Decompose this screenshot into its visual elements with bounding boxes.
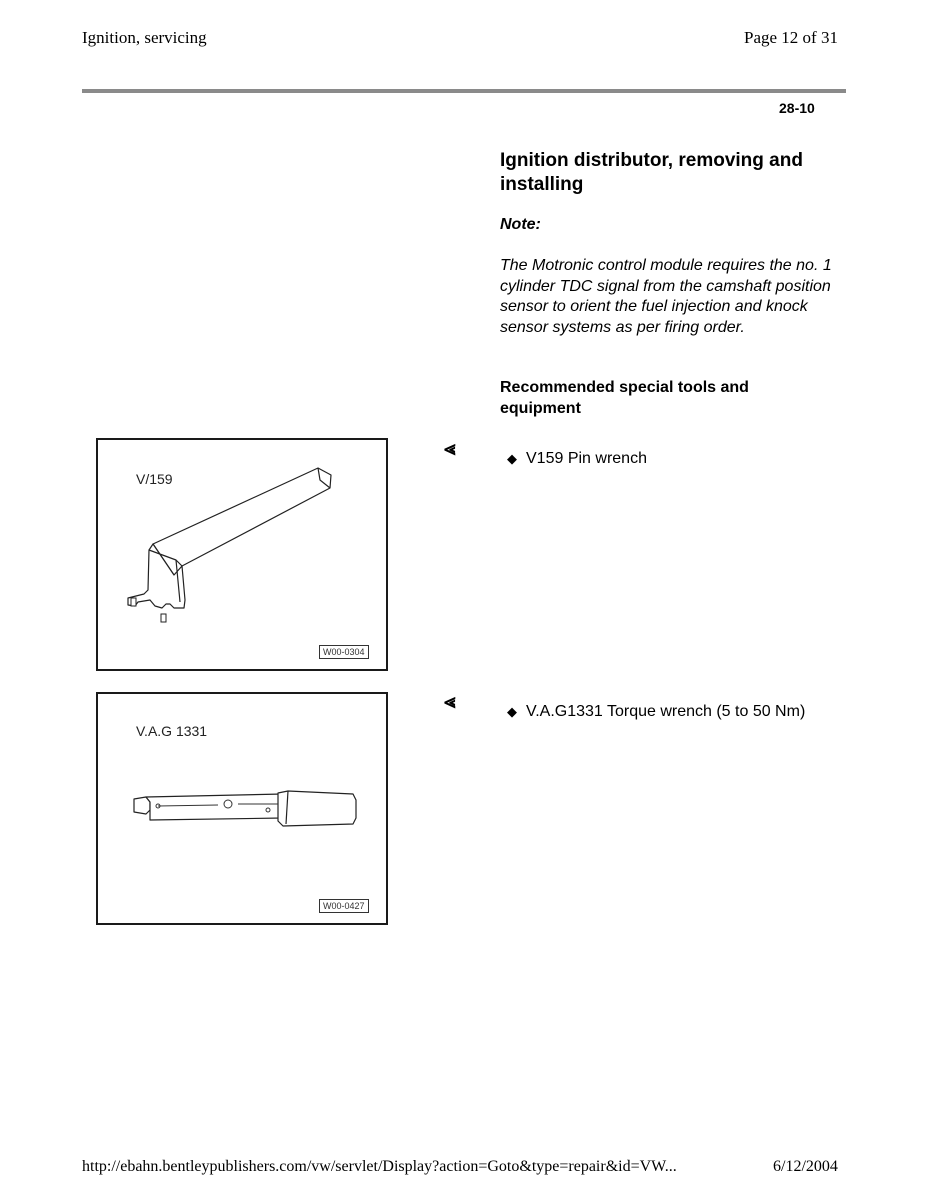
footer-date: 6/12/2004 [773, 1158, 838, 1175]
figure-caption: V/159 [136, 471, 173, 487]
diamond-bullet-icon: ◆ [507, 704, 517, 719]
figure-caption: V.A.G 1331 [136, 723, 208, 739]
footer-url[interactable]: http://ebahn.bentleypublishers.com/vw/servlet/Display?action=Goto&type=repair&id=VW... [82, 1158, 677, 1175]
note-label: Note: [500, 216, 541, 233]
page-number: Page 12 of 31 [744, 28, 838, 47]
page-title: Ignition distributor, removing and installing [500, 150, 803, 195]
list-item [507, 449, 847, 473]
figure-pointer-icon: ⪡ [444, 438, 456, 460]
figure-pin-wrench [96, 438, 388, 671]
list-item-text: V159 Pin wrench [526, 450, 647, 467]
figure-torque-wrench [96, 692, 388, 925]
figure-pointer-icon: ⪡ [444, 691, 456, 713]
section-number: 28-10 [779, 100, 815, 116]
figure-code: W00-0304 [319, 645, 369, 659]
header-divider [82, 89, 846, 93]
list-item-text: V.A.G1331 Torque wrench (5 to 50 Nm) [526, 703, 806, 720]
diamond-bullet-icon: ◆ [507, 451, 517, 466]
header-title: Ignition, servicing [82, 28, 207, 47]
note-text: The Motronic control module requires the no. 1 cylinder TDC signal from the camshaft position sensor to orient the fuel injection and knock sensor systems as per firing order. [500, 257, 832, 336]
figure-code: W00-0427 [319, 899, 369, 913]
list-item [507, 702, 837, 746]
tools-heading: Recommended special tools and equipment [500, 379, 749, 417]
